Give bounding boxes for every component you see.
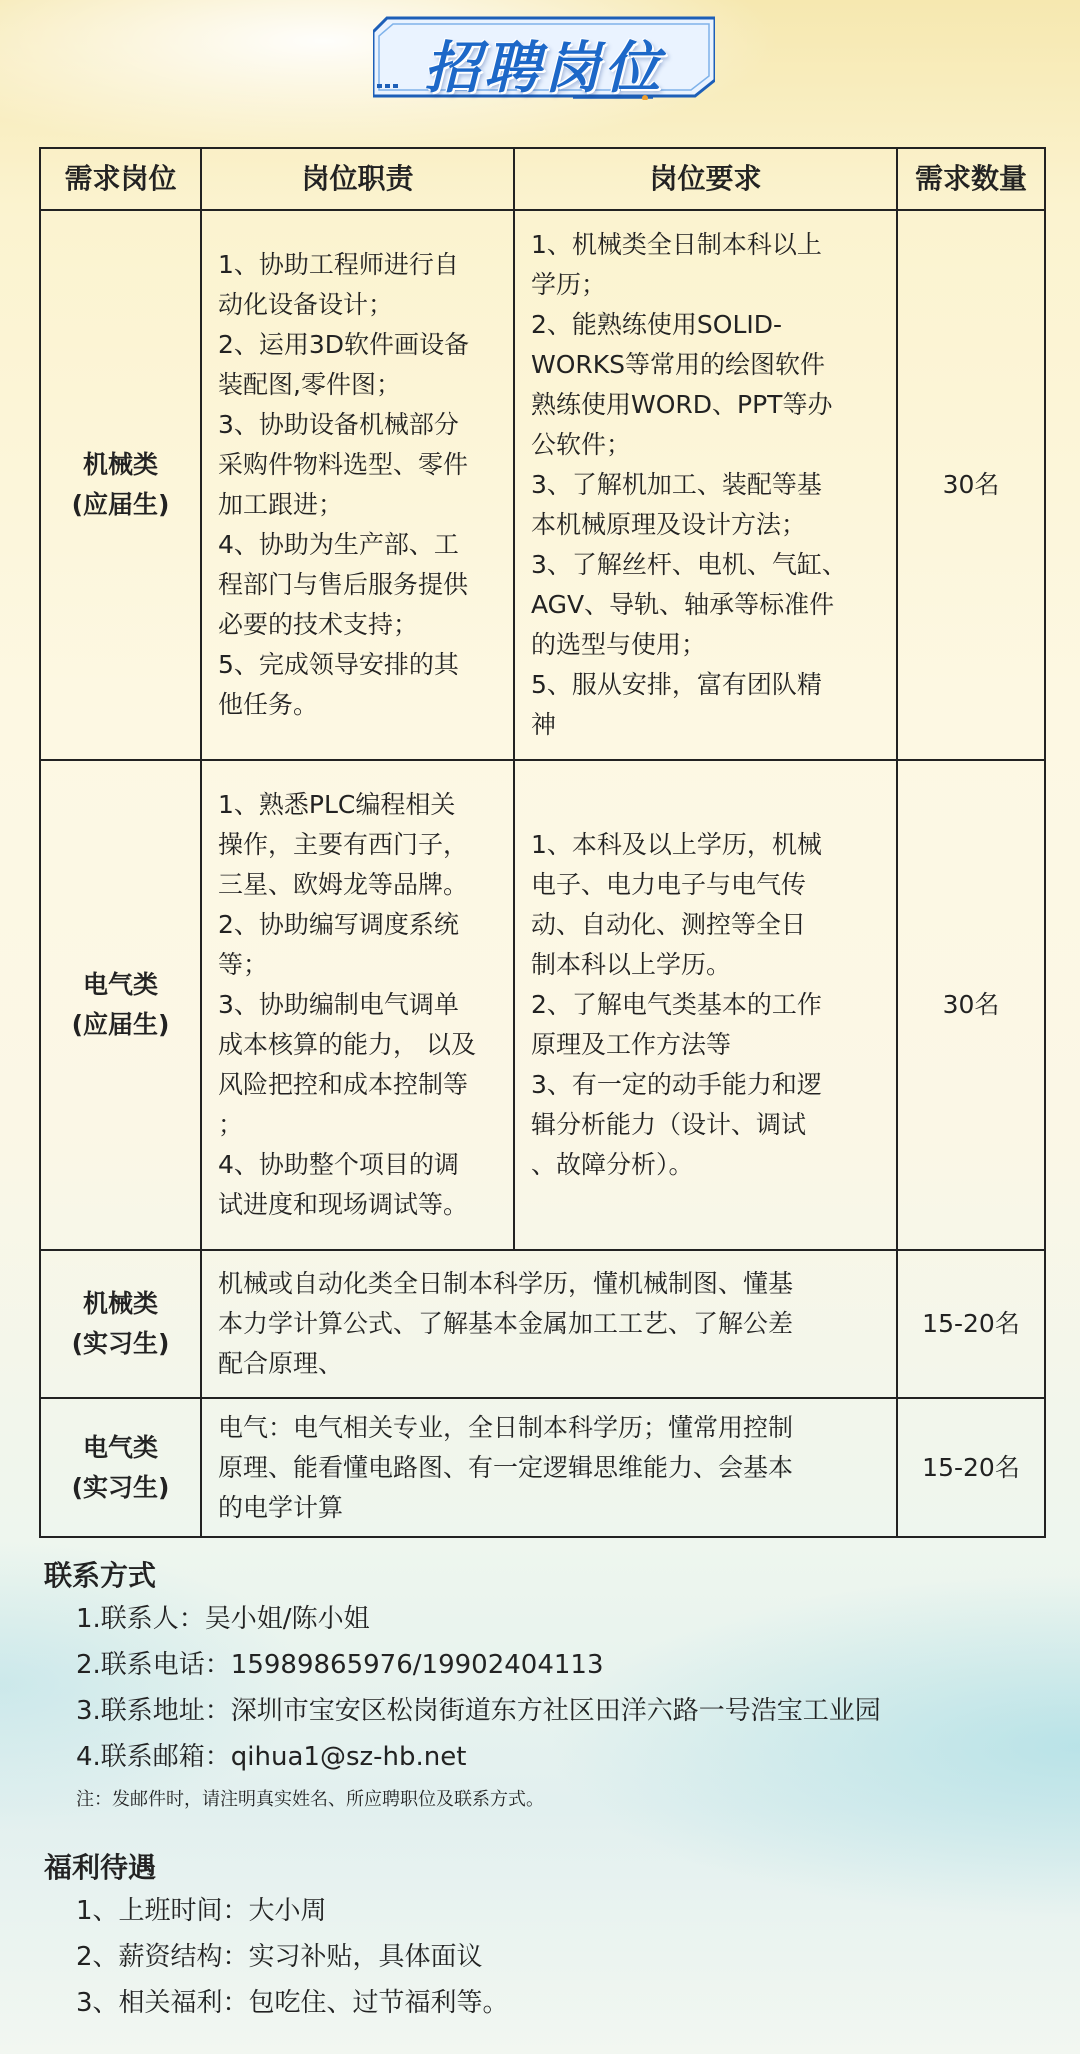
contact-person: 1.联系人：吴小姐/陈小姐 <box>76 1604 370 1634</box>
page-title: 招聘岗位 <box>424 36 664 101</box>
requirement-line: WORKS等常用的绘图软件 <box>531 350 826 379</box>
description-line: 原理、能看懂电路图、有一定逻辑思维能力、会基本 <box>218 1452 794 1482</box>
duty-line: 加工跟进； <box>218 490 344 519</box>
requirement-line: 电子、电力电子与电气传 <box>531 870 807 899</box>
description-cell <box>201 1398 897 1537</box>
quantity-cell: 15-20名 <box>897 1398 1045 1537</box>
header-duties: 岗位职责 <box>201 148 514 210</box>
duty-line: 1、协助工程师进行自 <box>218 250 459 279</box>
duty-line: 采购件物料选型、零件 <box>218 450 469 479</box>
duties-cell <box>201 210 514 760</box>
duty-line: 5、完成领导安排的其 <box>218 650 459 679</box>
title-banner <box>373 14 715 100</box>
duty-line: 4、协助整个项目的调 <box>218 1150 459 1179</box>
duty-line: ； <box>218 1110 244 1139</box>
duty-line: 三星、欧姆龙等品牌。 <box>218 870 469 899</box>
position-type: (应届生) <box>71 1010 170 1039</box>
position-type: (实习生) <box>71 1472 170 1502</box>
requirement-line: AGV、导轨、轴承等标准件 <box>531 590 835 619</box>
benefits-title: 福利待遇 <box>44 1851 157 1884</box>
table-row <box>40 760 1045 1250</box>
requirement-line: 1、机械类全日制本科以上 <box>531 230 822 259</box>
requirements-cell <box>514 760 897 1250</box>
requirement-line: 、故障分析）。 <box>531 1150 694 1179</box>
duty-line: 操作，主要有西门子， <box>218 830 469 859</box>
table-row <box>40 1398 1045 1537</box>
description-line: 配合原理、 <box>218 1349 344 1378</box>
requirement-line: 辑分析能力（设计、调试 <box>531 1110 807 1139</box>
duty-line: 风险把控和成本控制等 <box>218 1070 469 1099</box>
requirements-cell <box>514 210 897 760</box>
quantity-cell: 30名 <box>897 210 1045 760</box>
position-cell <box>40 1250 201 1398</box>
benefit-item: 1、上班时间：大小周 <box>76 1896 327 1926</box>
position-type: (实习生) <box>71 1329 170 1358</box>
requirement-line: 动、自动化、测控等全日 <box>531 910 807 939</box>
quantity-cell: 30名 <box>897 760 1045 1250</box>
description-line: 电气：电气相关专业，全日制本科学历；懂常用控制 <box>218 1412 794 1442</box>
requirement-line: 熟练使用WORD、PPT等办 <box>531 390 833 419</box>
header-position: 需求岗位 <box>40 148 201 210</box>
position-cell <box>40 1398 201 1537</box>
jobs-table <box>39 147 1046 1538</box>
position-name: 电气类 <box>82 1432 158 1462</box>
requirement-line: 公软件； <box>531 430 632 459</box>
benefit-item: 3、相关福利：包吃住、过节福利等。 <box>76 1988 509 2018</box>
duty-line: 成本核算的能力， 以及 <box>218 1030 476 1059</box>
position-name: 电气类 <box>82 970 158 999</box>
position-name: 机械类 <box>82 450 158 479</box>
requirement-line: 原理及工作方法等 <box>531 1030 732 1059</box>
contact-section <box>44 1556 1044 1820</box>
header-requirements: 岗位要求 <box>514 148 897 210</box>
duty-line: 2、运用3D软件画设备 <box>218 330 470 359</box>
header-quantity: 需求数量 <box>897 148 1045 210</box>
description-line: 的电学计算 <box>218 1492 344 1522</box>
requirement-line: 制本科以上学历。 <box>531 950 732 979</box>
duty-line: 程部门与售后服务提供 <box>218 570 469 599</box>
benefit-item: 2、薪资结构：实习补贴，具体面议 <box>76 1942 483 1972</box>
contact-phone: 2.联系电话：15989865976/19902404113 <box>76 1650 604 1680</box>
requirement-line: 5、服从安排，富有团队精 <box>531 670 822 699</box>
duty-line: 试进度和现场调试等。 <box>218 1190 469 1219</box>
requirement-line: 3、了解机加工、装配等基 <box>531 470 822 499</box>
table-header-row <box>40 148 1045 210</box>
position-cell <box>40 760 201 1250</box>
requirement-line: 学历； <box>531 270 607 299</box>
contact-note: 注：发邮件时，请注明真实姓名、所应聘职位及联系方式。 <box>76 1789 544 1810</box>
quantity-cell: 15-20名 <box>897 1250 1045 1398</box>
table-row <box>40 1250 1045 1398</box>
duty-line: 等； <box>218 950 269 979</box>
requirement-line: 的选型与使用； <box>531 630 707 659</box>
duty-line: 他任务。 <box>218 690 319 719</box>
duty-line: 3、协助设备机械部分 <box>218 410 459 439</box>
duty-line: 装配图,零件图； <box>218 370 401 399</box>
duty-line: 4、协助为生产部、工 <box>218 530 459 559</box>
benefits-section <box>44 1848 1044 2026</box>
description-line: 机械或自动化类全日制本科学历，懂机械制图、懂基 <box>218 1269 794 1298</box>
description-line: 本力学计算公式、了解基本金属加工工艺、了解公差 <box>218 1309 794 1338</box>
contact-title: 联系方式 <box>44 1559 157 1592</box>
table-row <box>40 210 1045 760</box>
position-type: (应届生) <box>71 490 170 519</box>
description-cell <box>201 1250 897 1398</box>
position-cell <box>40 210 201 760</box>
contact-address: 3.联系地址：深圳市宝安区松岗街道东方社区田洋六路一号浩宝工业园 <box>76 1696 881 1726</box>
duty-line: 必要的技术支持； <box>218 610 419 639</box>
contact-email: 4.联系邮箱：qihua1@sz-hb.net <box>76 1742 467 1772</box>
duty-line: 动化设备设计； <box>218 290 394 319</box>
duty-line: 2、协助编写调度系统 <box>218 910 459 939</box>
requirement-line: 本机械原理及设计方法； <box>531 510 807 539</box>
duty-line: 1、熟悉PLC编程相关 <box>218 790 456 819</box>
requirement-line: 2、能熟练使用SOLID- <box>531 310 783 339</box>
duties-cell <box>201 760 514 1250</box>
requirement-line: 3、了解丝杆、电机、气缸、 <box>531 550 847 579</box>
requirement-line: 3、有一定的动手能力和逻 <box>531 1070 822 1099</box>
requirement-line: 神 <box>531 710 557 739</box>
requirement-line: 2、了解电气类基本的工作 <box>531 990 822 1019</box>
requirement-line: 1、本科及以上学历，机械 <box>531 830 822 859</box>
duty-line: 3、协助编制电气调单 <box>218 990 459 1019</box>
position-name: 机械类 <box>82 1289 158 1318</box>
